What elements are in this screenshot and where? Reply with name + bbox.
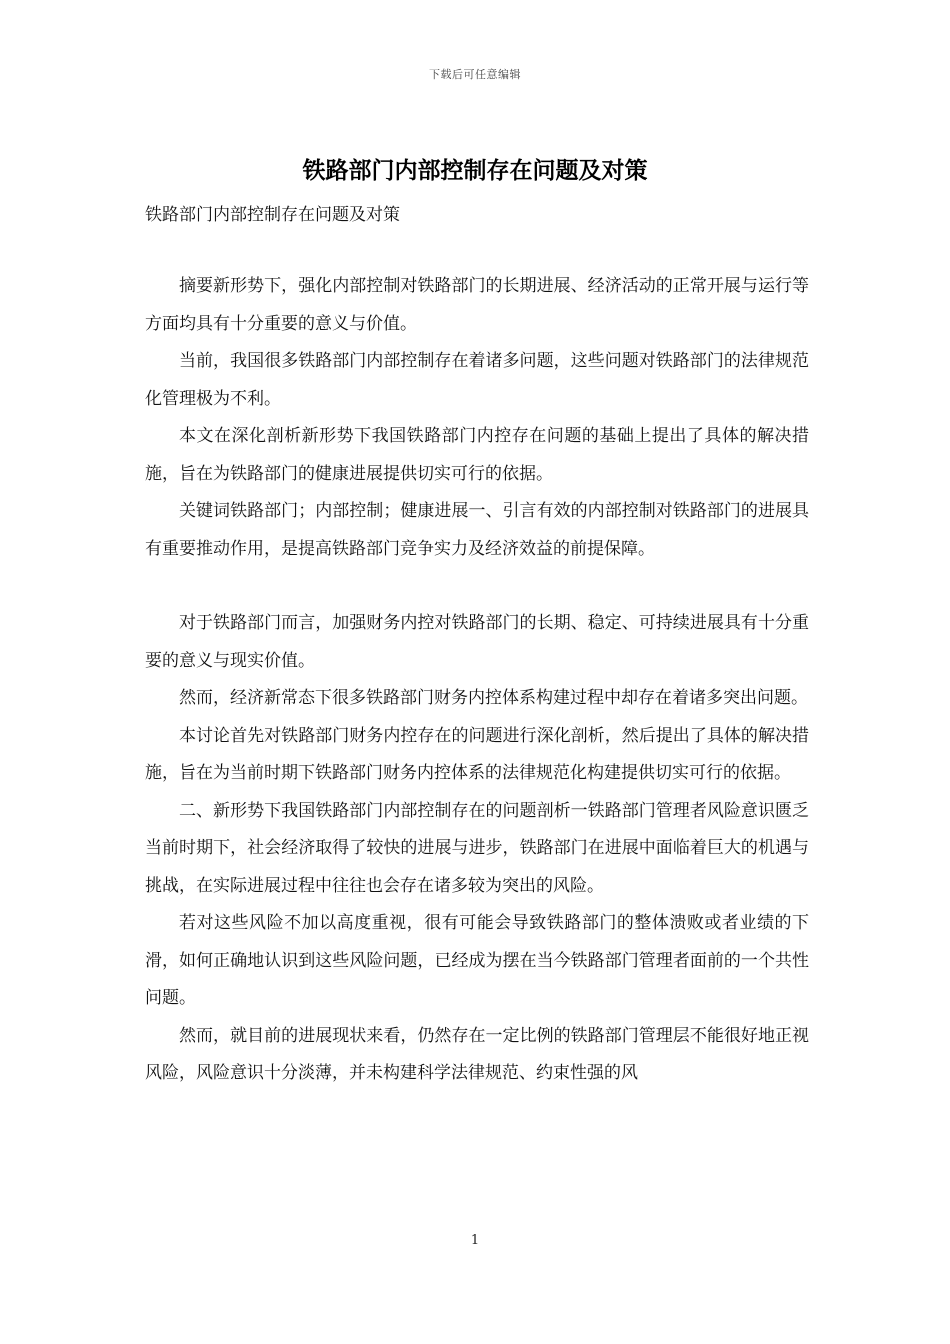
paragraph-section-two: 二、新形势下我国铁路部门内部控制存在的问题剖析一铁路部门管理者风险意识匮乏当前时期下，社会经济取得了较快的进展与进步，铁路部门在进展中面临着巨大的机遇与挑战，在实际进展过程中往往也会存在诸多较为突出的风险。: [145, 800, 809, 896]
paragraph-abstract: 摘要新形势下，强化内部控制对铁路部门的长期进展、经济活动的正常开展与运行等方面均具有十分重要的意义与价值。: [145, 276, 809, 334]
document-body: [145, 268, 809, 1093]
paragraph-keywords: 关键词铁路部门；内部控制；健康进展一、引言有效的内部控制对铁路部门的进展具有重要推动作用，是提高铁路部门竞争实力及经济效益的前提保障。: [145, 501, 809, 559]
paragraph: 若对这些风险不加以高度重视，很有可能会导致铁路部门的整体溃败或者业绩的下滑，如何正确地认识到这些风险问题，已经成为摆在当今铁路部门管理者面前的一个共性问题。: [145, 913, 809, 1008]
page-number: 1: [470, 1233, 480, 1248]
paragraph: 对于铁路部门而言，加强财务内控对铁路部门的长期、稳定、可持续进展具有十分重要的意义与现实价值。: [145, 613, 809, 671]
document-subtitle: 铁路部门内部控制存在问题及对策: [145, 205, 400, 225]
paragraph: 本讨论首先对铁路部门财务内控存在的问题进行深化剖析，然后提出了具体的解决措施，旨在为当前时期下铁路部门财务内控体系的法律规范化构建提供切实可行的依据。: [145, 725, 809, 783]
header-note: 下载后可任意编辑: [429, 68, 521, 81]
paragraph: 当前，我国很多铁路部门内部控制存在着诸多问题，这些问题对铁路部门的法律规范化管理极为不利。: [145, 351, 809, 409]
paragraph: 然而，就目前的进展现状来看，仍然存在一定比例的铁路部门管理层不能很好地正视风险，风险意识十分淡薄，并未构建科学法律规范、约束性强的风: [145, 1025, 809, 1083]
paragraph: 本文在深化剖析新形势下我国铁路部门内控存在问题的基础上提出了具体的解决措施，旨在为铁路部门的健康进展提供切实可行的依据。: [145, 426, 809, 484]
paragraph: 然而，经济新常态下很多铁路部门财务内控体系构建过程中却存在着诸多突出问题。: [179, 688, 808, 708]
document-title: 铁路部门内部控制存在问题及对策: [302, 157, 648, 184]
